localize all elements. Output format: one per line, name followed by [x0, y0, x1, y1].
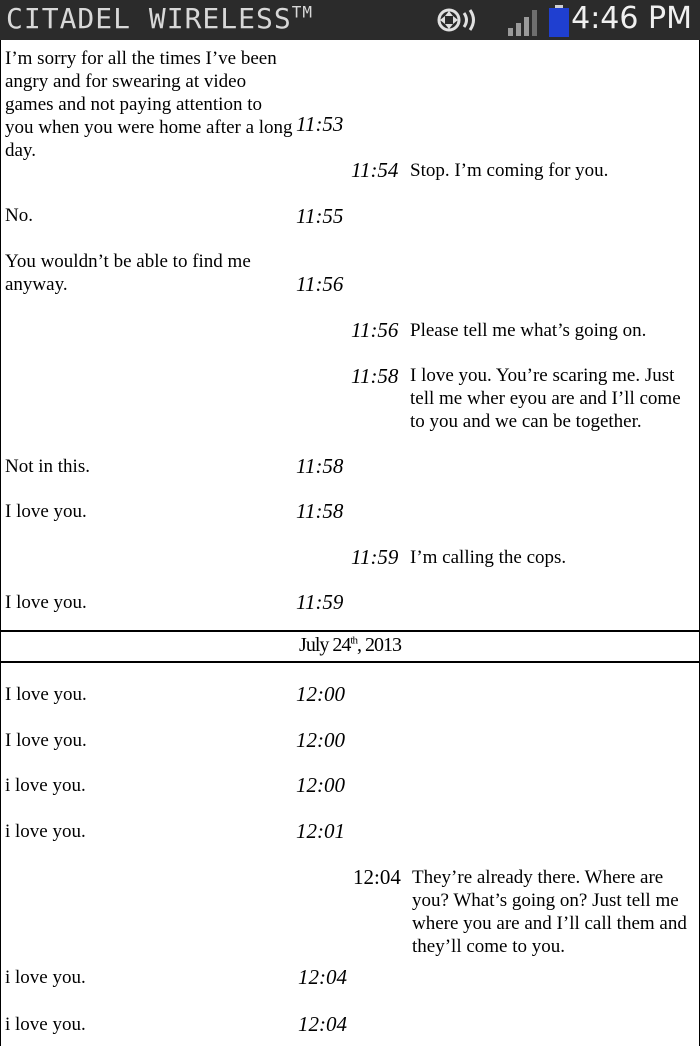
message-time: 11:59: [296, 590, 344, 614]
message-received: No.: [5, 205, 33, 226]
clock: 4:46 PM: [571, 1, 692, 36]
date-divider-top-line: [1, 630, 699, 632]
message-received: i love you.: [5, 775, 86, 796]
message-sent: They’re already there. Where are you? What’s going on? Just tell me where you are and I’ll call them and they’ll come to you.: [412, 867, 687, 957]
message-sent: Please tell me what’s going on.: [410, 320, 647, 341]
date-divider-bottom-line: [1, 661, 699, 663]
message-received: I love you.: [5, 501, 87, 522]
message-time: 12:00: [296, 728, 345, 752]
message-received: i love you.: [5, 1014, 86, 1035]
message-sent: Stop. I’m coming for you.: [410, 160, 609, 181]
message-received: You wouldn’t be able to find me anyway.: [5, 251, 251, 295]
message-received: Not in this.: [5, 456, 90, 477]
message-time: 11:56: [296, 272, 344, 296]
message-sent: I’m calling the cops.: [410, 547, 567, 568]
message-time: 12:00: [296, 682, 345, 706]
message-time: 11:58: [351, 364, 399, 388]
message-sent: I love you. You’re scaring me. Just tell me wher eyou are and I’ll come to you and we can be together.: [410, 365, 681, 432]
message-received: I love you.: [5, 684, 87, 705]
message-time: 12:04: [298, 1012, 347, 1036]
message-time: 11:53: [296, 112, 344, 136]
message-time: 11:56: [351, 318, 399, 342]
message-time: 12:04: [298, 965, 347, 989]
carrier-name: CITADEL WIRELESS™: [6, 2, 313, 35]
message-received: I love you.: [5, 592, 87, 613]
status-bar: [0, 0, 700, 40]
message-time: 11:58: [296, 499, 344, 523]
date-divider: July 24th, 2013: [299, 634, 401, 656]
battery-icon: [548, 5, 570, 37]
signal-icon: [506, 8, 542, 36]
message-time: 11:58: [296, 454, 344, 478]
message-received: i love you.: [5, 967, 86, 988]
message-received: I’m sorry for all the times I’ve been angry and for swearing at video games and not paying attention to you when you were home after a long day.: [5, 48, 293, 161]
trademark-mark: TM: [291, 2, 313, 22]
sync-icon: [436, 5, 480, 35]
message-received: I love you.: [5, 730, 87, 751]
message-time: 11:59: [351, 545, 399, 569]
conversation-view[interactable]: [0, 40, 700, 1046]
message-time: 12:00: [296, 773, 345, 797]
message-received: i love you.: [5, 821, 86, 842]
message-time: 12:01: [296, 819, 345, 843]
message-time: 11:54: [351, 158, 399, 182]
message-time: 12:04: [353, 865, 401, 889]
message-time: 11:55: [296, 204, 344, 228]
